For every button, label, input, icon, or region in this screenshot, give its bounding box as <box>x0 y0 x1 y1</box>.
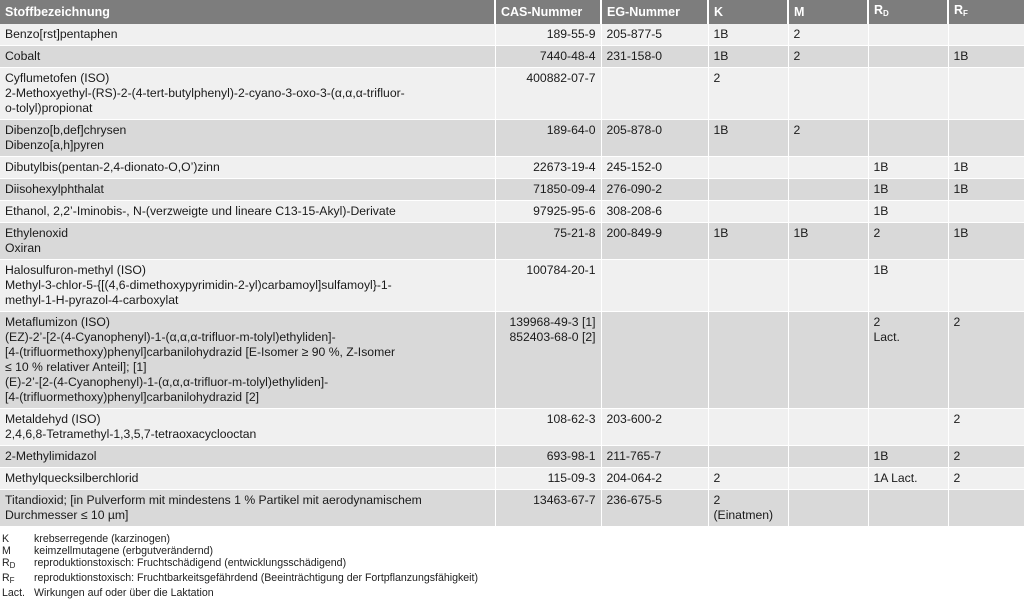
cell-substance-name: Cyflumetofen (ISO) 2-Methoxyethyl-(RS)-2-(4-tert-butylphenyl)-2-cyano-3-oxo-3-(α,α,α-trifluor- o-tolyl)propionat <box>0 68 495 120</box>
legend-item <box>2 572 1024 587</box>
cell-cas-number: 693-98-1 <box>495 446 601 468</box>
cell-rd: 1B <box>868 260 948 312</box>
cell-substance-name: Halosulfuron-methyl (ISO) Methyl-3-chlor-5-{[(4,6-dimethoxypyrimidin-2-yl)carbamoyl]sulfamoyl}-1- methyl-1-H-pyrazol-4-carboxylat <box>0 260 495 312</box>
cell-rf <box>948 24 1024 46</box>
cell-rd <box>868 68 948 120</box>
table-row <box>0 409 1024 446</box>
cell-k <box>708 312 788 409</box>
table-body <box>0 24 1024 527</box>
cell-m <box>788 312 868 409</box>
cell-eg-number <box>601 68 708 120</box>
cell-k: 2 <box>708 468 788 490</box>
legend-abbreviation: K <box>2 533 10 545</box>
cell-rf <box>948 260 1024 312</box>
cell-eg-number <box>601 312 708 409</box>
cell-rd: 1B <box>868 157 948 179</box>
cell-rd <box>868 490 948 527</box>
cell-rf: 1B <box>948 157 1024 179</box>
cell-k: 1B <box>708 223 788 260</box>
cell-k: 2 <box>708 68 788 120</box>
cell-substance-name: Titandioxid; [in Pulverform mit mindestens 1 % Partikel mit aerodynamischem Durchmesser ≤ 10 µm] <box>0 490 495 527</box>
cell-k <box>708 260 788 312</box>
cell-rd <box>868 120 948 157</box>
cell-substance-name: Benzo[rst]pentaphen <box>0 24 495 46</box>
cell-k: 1B <box>708 46 788 68</box>
cell-substance-name: Metaldehyd (ISO) 2,4,6,8-Tetramethyl-1,3,5,7-tetraoxacyclooctan <box>0 409 495 446</box>
table-row <box>0 312 1024 409</box>
cell-eg-number: 236-675-5 <box>601 490 708 527</box>
header-k: K <box>708 0 788 24</box>
cell-substance-name: 2-Methylimidazol <box>0 446 495 468</box>
cell-eg-number: 231-158-0 <box>601 46 708 68</box>
cell-cas-number: 22673-19-4 <box>495 157 601 179</box>
cell-substance-name: Ethanol, 2,2’-Iminobis-, N-(verzweigte und lineare C13-15-Akyl)-Derivate <box>0 201 495 223</box>
cell-m <box>788 446 868 468</box>
legend-item <box>2 557 1024 572</box>
cell-cas-number: 189-55-9 <box>495 24 601 46</box>
cell-rd <box>868 24 948 46</box>
cell-m <box>788 468 868 490</box>
table-row <box>0 46 1024 68</box>
cell-substance-name: Methylquecksilberchlorid <box>0 468 495 490</box>
cell-cas-number: 400882-07-7 <box>495 68 601 120</box>
cell-m: 2 <box>788 24 868 46</box>
legend-item <box>2 545 1024 557</box>
cell-k <box>708 201 788 223</box>
cell-m <box>788 201 868 223</box>
cell-rf <box>948 68 1024 120</box>
cell-m: 2 <box>788 120 868 157</box>
cell-eg-number: 205-878-0 <box>601 120 708 157</box>
table-row <box>0 468 1024 490</box>
cell-eg-number: 200-849-9 <box>601 223 708 260</box>
cell-k <box>708 179 788 201</box>
table-row <box>0 260 1024 312</box>
cell-eg-number: 245-152-0 <box>601 157 708 179</box>
cell-m: 1B <box>788 223 868 260</box>
table-row <box>0 68 1024 120</box>
legend-abbreviation: M <box>2 545 11 557</box>
cell-k: 1B <box>708 24 788 46</box>
table-row <box>0 157 1024 179</box>
legend-description: reproduktionstoxisch: Fruchtbarkeitsgefährdend (Beeinträchtigung der Fortpflanzungsfähigkeit) <box>34 572 479 584</box>
legend-abbreviation: $R_F$ <box>2 572 15 585</box>
cell-cas-number: 13463-67-7 <box>495 490 601 527</box>
cell-cas-number: 7440-48-4 <box>495 46 601 68</box>
cell-substance-name: Cobalt <box>0 46 495 68</box>
cell-rf: 1B <box>948 179 1024 201</box>
cell-m: 2 <box>788 46 868 68</box>
cell-cas-number: 71850-09-4 <box>495 179 601 201</box>
cell-eg-number <box>601 260 708 312</box>
cell-k <box>708 157 788 179</box>
cell-substance-name: Ethylenoxid Oxiran <box>0 223 495 260</box>
header-rf: $R_F$ <box>948 0 1024 24</box>
header-rd: $R_D$ <box>868 0 948 24</box>
cell-cas-number: 115-09-3 <box>495 468 601 490</box>
table-header-row <box>0 0 1024 24</box>
cell-rf: 2 <box>948 468 1024 490</box>
cell-cas-number: 97925-95-6 <box>495 201 601 223</box>
cell-rf: 1B <box>948 46 1024 68</box>
legend-description: reproduktionstoxisch: Fruchtschädigend (entwicklungsschädigend) <box>34 557 347 569</box>
cell-cas-number: 108-62-3 <box>495 409 601 446</box>
cell-k <box>708 409 788 446</box>
cell-m <box>788 68 868 120</box>
cell-m <box>788 260 868 312</box>
cell-cas-number: 100784-20-1 <box>495 260 601 312</box>
legend-item <box>2 533 1024 545</box>
table-row <box>0 201 1024 223</box>
cell-cas-number: 189-64-0 <box>495 120 601 157</box>
cell-rd: 2 <box>868 223 948 260</box>
cell-rf: 2 <box>948 409 1024 446</box>
cell-eg-number: 308-208-6 <box>601 201 708 223</box>
table-row <box>0 490 1024 527</box>
header-m: M <box>788 0 868 24</box>
header-eg-number: EG-Nummer <box>601 0 708 24</box>
cell-substance-name: Dibutylbis(pentan-2,4-dionato-O,O’)zinn <box>0 157 495 179</box>
legend-description: keimzellmutagene (erbgutverändernd) <box>34 545 214 557</box>
cell-cas-number: 139968-49-3 [1] 852403-68-0 [2] <box>495 312 601 409</box>
table-row <box>0 223 1024 260</box>
header-cas-number: CAS-Nummer <box>495 0 601 24</box>
legend <box>0 533 1024 599</box>
cell-rf <box>948 201 1024 223</box>
cell-rf <box>948 490 1024 527</box>
cell-k: 2 (Einatmen) <box>708 490 788 527</box>
cell-m <box>788 179 868 201</box>
cell-eg-number: 205-877-5 <box>601 24 708 46</box>
cell-m <box>788 157 868 179</box>
cell-rd: 1A Lact. <box>868 468 948 490</box>
table-row <box>0 24 1024 46</box>
table-row <box>0 179 1024 201</box>
cell-m <box>788 409 868 446</box>
legend-description: Wirkungen auf oder über die Laktation <box>34 587 214 599</box>
cell-rf: 2 <box>948 446 1024 468</box>
cell-rf: 2 <box>948 312 1024 409</box>
table-row <box>0 120 1024 157</box>
header-substance-name: Stoffbezeichnung <box>0 0 495 24</box>
legend-description: krebserregende (karzinogen) <box>34 533 171 545</box>
cell-rf: 1B <box>948 223 1024 260</box>
cell-substance-name: Diisohexylphthalat <box>0 179 495 201</box>
legend-abbreviation: $R_D$ <box>2 557 16 570</box>
cell-substance-name: Metaflumizon (ISO) (EZ)-2’-[2-(4-Cyanophenyl)-1-(α,α,α-trifluor-m-tolyl)ethyliden]- [4-(trifluormethoxy)phenyl]carbanilohydrazid [E-Isomer ≥ 90 %, Z-Isomer ≤ 10 % relativer Anteil]; [1] (E)-2’-[2-(4-Cyanophenyl)-1-(α,α,α-trifluor-m-tolyl)ethyliden]- [4-(trifluormethoxy)phenyl]carbanilohydrazid [2] <box>0 312 495 409</box>
table-row <box>0 446 1024 468</box>
cell-rd: 1B <box>868 446 948 468</box>
cell-m <box>788 490 868 527</box>
cell-rd <box>868 409 948 446</box>
cell-rd: 1B <box>868 179 948 201</box>
legend-abbreviation: Lact. <box>2 587 25 599</box>
cell-rd: 1B <box>868 201 948 223</box>
cell-k: 1B <box>708 120 788 157</box>
legend-item <box>2 587 1024 599</box>
cell-rd: 2 Lact. <box>868 312 948 409</box>
cell-rd <box>868 46 948 68</box>
cell-k <box>708 446 788 468</box>
cell-eg-number: 204-064-2 <box>601 468 708 490</box>
cell-substance-name: Dibenzo[b,def]chrysen Dibenzo[a,h]pyren <box>0 120 495 157</box>
cell-eg-number: 211-765-7 <box>601 446 708 468</box>
cell-eg-number: 203-600-2 <box>601 409 708 446</box>
cell-rf <box>948 120 1024 157</box>
cell-eg-number: 276-090-2 <box>601 179 708 201</box>
cell-cas-number: 75-21-8 <box>495 223 601 260</box>
